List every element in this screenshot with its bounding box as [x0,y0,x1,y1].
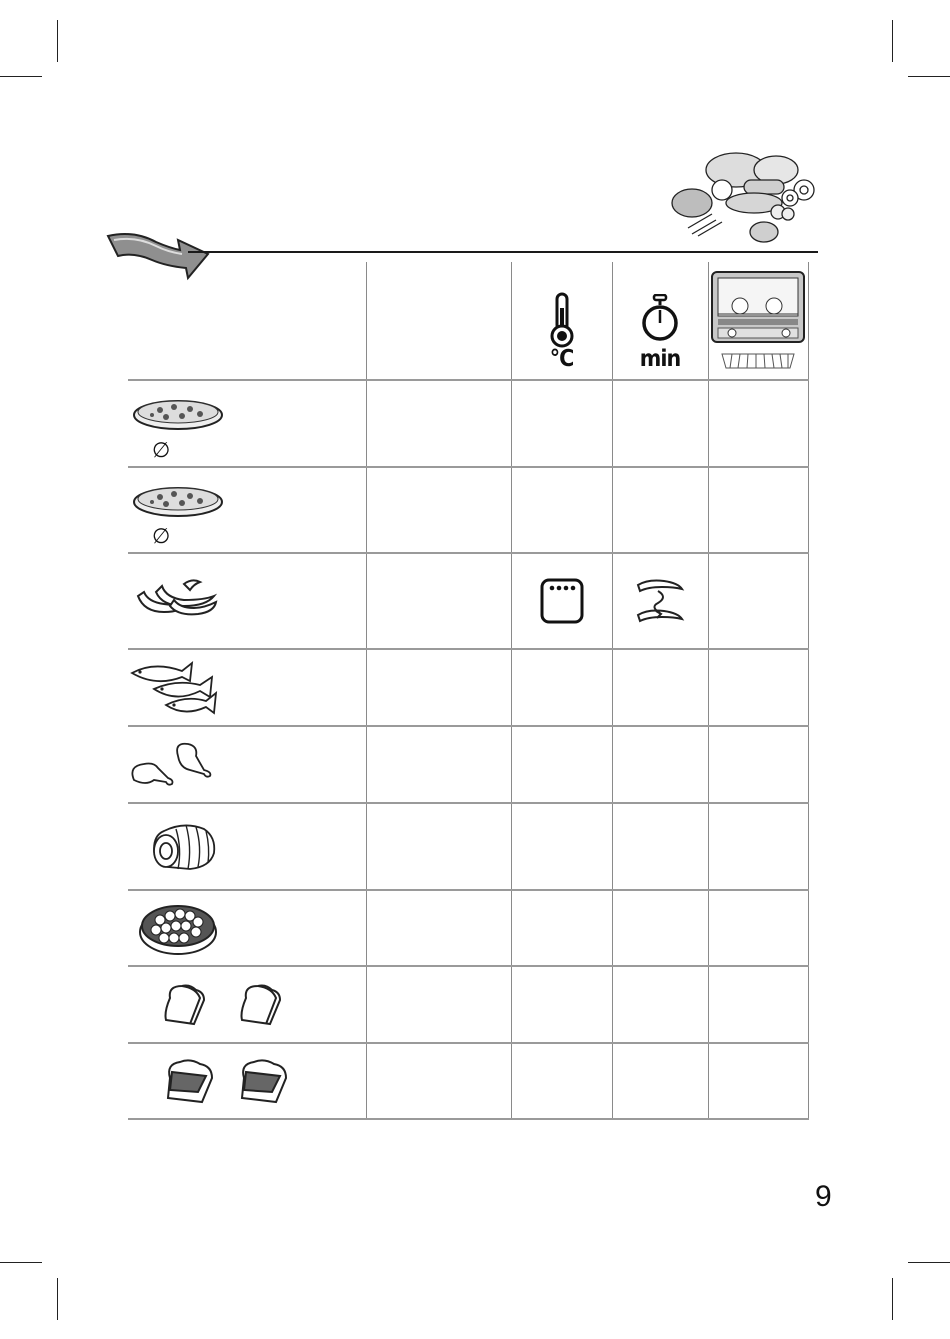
quantity-cell [366,803,511,890]
quantity-cell [366,890,511,966]
food-cell [128,1043,366,1119]
position-cell [708,966,808,1043]
turn-over-icon [634,575,686,627]
temperature-cell [511,966,612,1043]
time-cell [612,890,708,966]
cooking-guide-table [128,262,809,1120]
roast-meat-icon [150,819,220,875]
position-cell [708,649,808,726]
fish-icon [130,659,220,717]
temperature-cell [511,649,612,726]
header-quantity-cell [366,262,511,380]
quantity-cell [366,966,511,1043]
time-cell [612,726,708,803]
temperature-cell [511,803,612,890]
temperature-cell [511,553,612,649]
header-row [128,262,808,380]
crop-mark [892,20,893,62]
food-cell [128,726,366,803]
crop-mark [908,76,950,77]
food-cell [128,649,366,726]
temperature-cell [511,467,612,553]
crop-mark [0,1262,42,1263]
temperature-cell [511,726,612,803]
quantity-cell [366,380,511,467]
table-row [128,553,808,649]
time-cell [612,966,708,1043]
position-cell [708,380,808,467]
time-cell [612,649,708,726]
table-row [128,1043,808,1119]
position-cell [708,803,808,890]
minutes-label: min [639,345,681,372]
time-cell [612,803,708,890]
table-row [128,380,808,467]
food-cell [128,803,366,890]
position-cell [708,726,808,803]
header-food-cell [128,262,366,380]
crop-mark [908,1262,950,1263]
table-row [128,649,808,726]
quantity-cell [366,467,511,553]
toasted-sandwich-icon [162,1052,302,1110]
pizza-icon [130,480,230,530]
position-cell [708,890,808,966]
header-time-cell [612,262,708,380]
time-cell [612,467,708,553]
food-assortment-illustration [664,148,826,248]
crop-mark [0,76,42,77]
crop-mark [892,1278,893,1320]
header-temperature-cell [511,262,612,380]
table-row [128,467,808,553]
position-cell [708,1043,808,1119]
table-row [128,966,808,1043]
temperature-cell [511,890,612,966]
food-cell [128,966,366,1043]
quantity-cell [366,1043,511,1119]
sausages-icon [134,576,224,626]
page-number: 9 [815,1180,832,1213]
oven-icon [539,577,585,625]
quantity-cell [366,649,511,726]
food-cell [128,467,366,553]
toast-icon [160,980,300,1030]
header-rule [188,251,818,253]
food-cell [128,890,366,966]
quantity-cell [366,726,511,803]
table-row [128,890,808,966]
temperature-cell [511,380,612,467]
thermometer-icon [547,292,577,348]
celsius-label: °C [549,345,574,372]
time-cell [612,553,708,649]
stopwatch-icon [642,294,678,346]
table-row [128,803,808,890]
diameter-symbol: ∅ [152,438,171,462]
pizza-icon [130,393,230,443]
crop-mark [57,20,58,62]
chicken-legs-icon [128,740,220,790]
quantity-cell [366,553,511,649]
time-cell [612,380,708,467]
crop-mark [57,1278,58,1320]
diameter-symbol: ∅ [152,524,171,548]
temperature-cell [511,1043,612,1119]
table-row [128,726,808,803]
oven-icon [710,266,806,376]
food-cell [128,553,366,649]
header-position-cell [708,262,808,380]
time-cell [612,1043,708,1119]
position-cell [708,553,808,649]
position-cell [708,467,808,553]
gratin-icon [138,898,218,958]
food-cell [128,380,366,467]
